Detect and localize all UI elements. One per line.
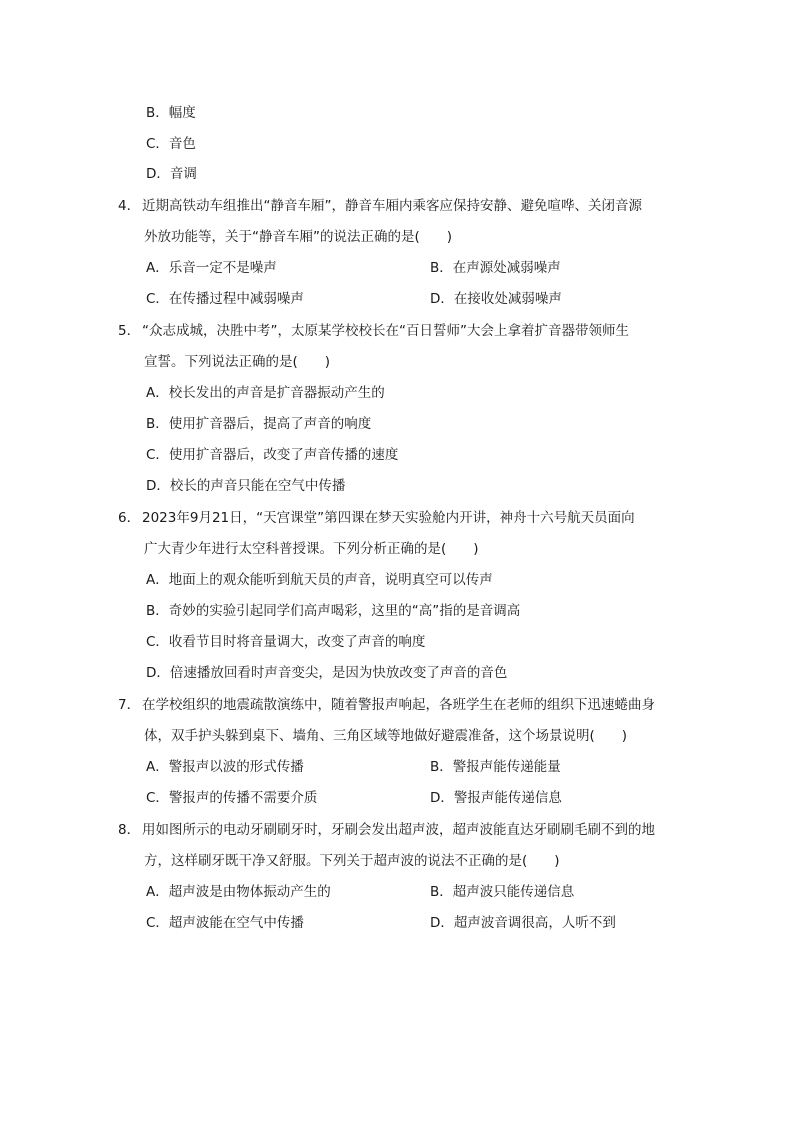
option-d: D．倍速播放回看时声音变尖，是因为快放改变了声音的音色 bbox=[146, 665, 508, 681]
q3-option-c: C．音色 bbox=[146, 136, 196, 152]
option-a: A．地面上的观众能听到航天员的声音，说明真空可以传声 bbox=[146, 572, 493, 588]
option-b: B．奇妙的实验引起同学们高声喝彩，这里的“高”指的是音调高 bbox=[146, 603, 521, 619]
option-d: D．警报声能传递信息 bbox=[430, 790, 562, 806]
option-d: D．超声波音调很高，人听不到 bbox=[430, 915, 616, 931]
question-number: 4． bbox=[118, 198, 141, 214]
option-a: A．超声波是由物体振动产生的 bbox=[146, 884, 331, 900]
question-number: 8． bbox=[118, 822, 141, 838]
option-d: D．校长的声音只能在空气中传播 bbox=[146, 478, 346, 494]
question-stem-line: 外放功能等，关于“静音车厢”的说法正确的是( ) bbox=[144, 229, 453, 245]
option-a: A．警报声以波的形式传播 bbox=[146, 759, 304, 775]
question-stem-line: 体，双手护头躲到桌下、墙角、三角区域等地做好避震准备，这个场景说明( ) bbox=[144, 728, 628, 744]
option-b: B．使用扩音器后，提高了声音的响度 bbox=[146, 416, 372, 432]
option-d: D．在接收处减弱噪声 bbox=[430, 291, 562, 307]
question-stem-line: 用如图所示的电动牙刷刷牙时，牙刷会发出超声波，超声波能直达牙刷刷毛刷不到的地 bbox=[142, 822, 655, 838]
q3-option-d: D．音调 bbox=[146, 166, 197, 182]
option-b: B．警报声能传递能量 bbox=[430, 759, 561, 775]
question-stem-line: 2023年9月21日，“天宫课堂”第四课在梦天实验舱内开讲，神舟十六号航天员面向 bbox=[142, 510, 635, 526]
question-number: 5． bbox=[118, 323, 141, 339]
question-number: 7． bbox=[118, 697, 141, 713]
option-c: C．警报声的传播不需要介质 bbox=[146, 790, 318, 806]
option-b: B．在声源处减弱噪声 bbox=[430, 260, 561, 276]
question-stem-line: 宣誓。下列说法正确的是( ) bbox=[144, 354, 331, 370]
option-c: C．使用扩音器后，改变了声音传播的速度 bbox=[146, 447, 399, 463]
question-stem-line: 在学校组织的地震疏散演练中，随着警报声响起，各班学生在老师的组织下迅速蜷曲身 bbox=[142, 697, 655, 713]
question-number: 6． bbox=[118, 510, 141, 526]
question-stem-line: “众志成城，决胜中考”，太原某学校校长在“百日誓师”大会上拿着扩音器带领师生 bbox=[142, 323, 629, 339]
option-c: C．收看节目时将音量调大，改变了声音的响度 bbox=[146, 634, 426, 650]
option-a: A．校长发出的声音是扩音器振动产生的 bbox=[146, 385, 385, 401]
option-c: C．超声波能在空气中传播 bbox=[146, 915, 304, 931]
question-stem-line: 方，这样刷牙既干净又舒服。下列关于超声波的说法不正确的是( ) bbox=[144, 853, 560, 869]
question-stem-line: 广大青少年进行太空科普授课。下列分析正确的是( ) bbox=[144, 541, 479, 557]
q3-option-b: B．幅度 bbox=[146, 105, 196, 121]
option-b: B．超声波只能传递信息 bbox=[430, 884, 575, 900]
option-c: C．在传播过程中减弱噪声 bbox=[146, 291, 304, 307]
question-stem-line: 近期高铁动车组推出“静音车厢”，静音车厢内乘客应保持安静、避免喧哗、关闭音源 bbox=[142, 198, 642, 214]
option-a: A．乐音一定不是噪声 bbox=[146, 260, 277, 276]
